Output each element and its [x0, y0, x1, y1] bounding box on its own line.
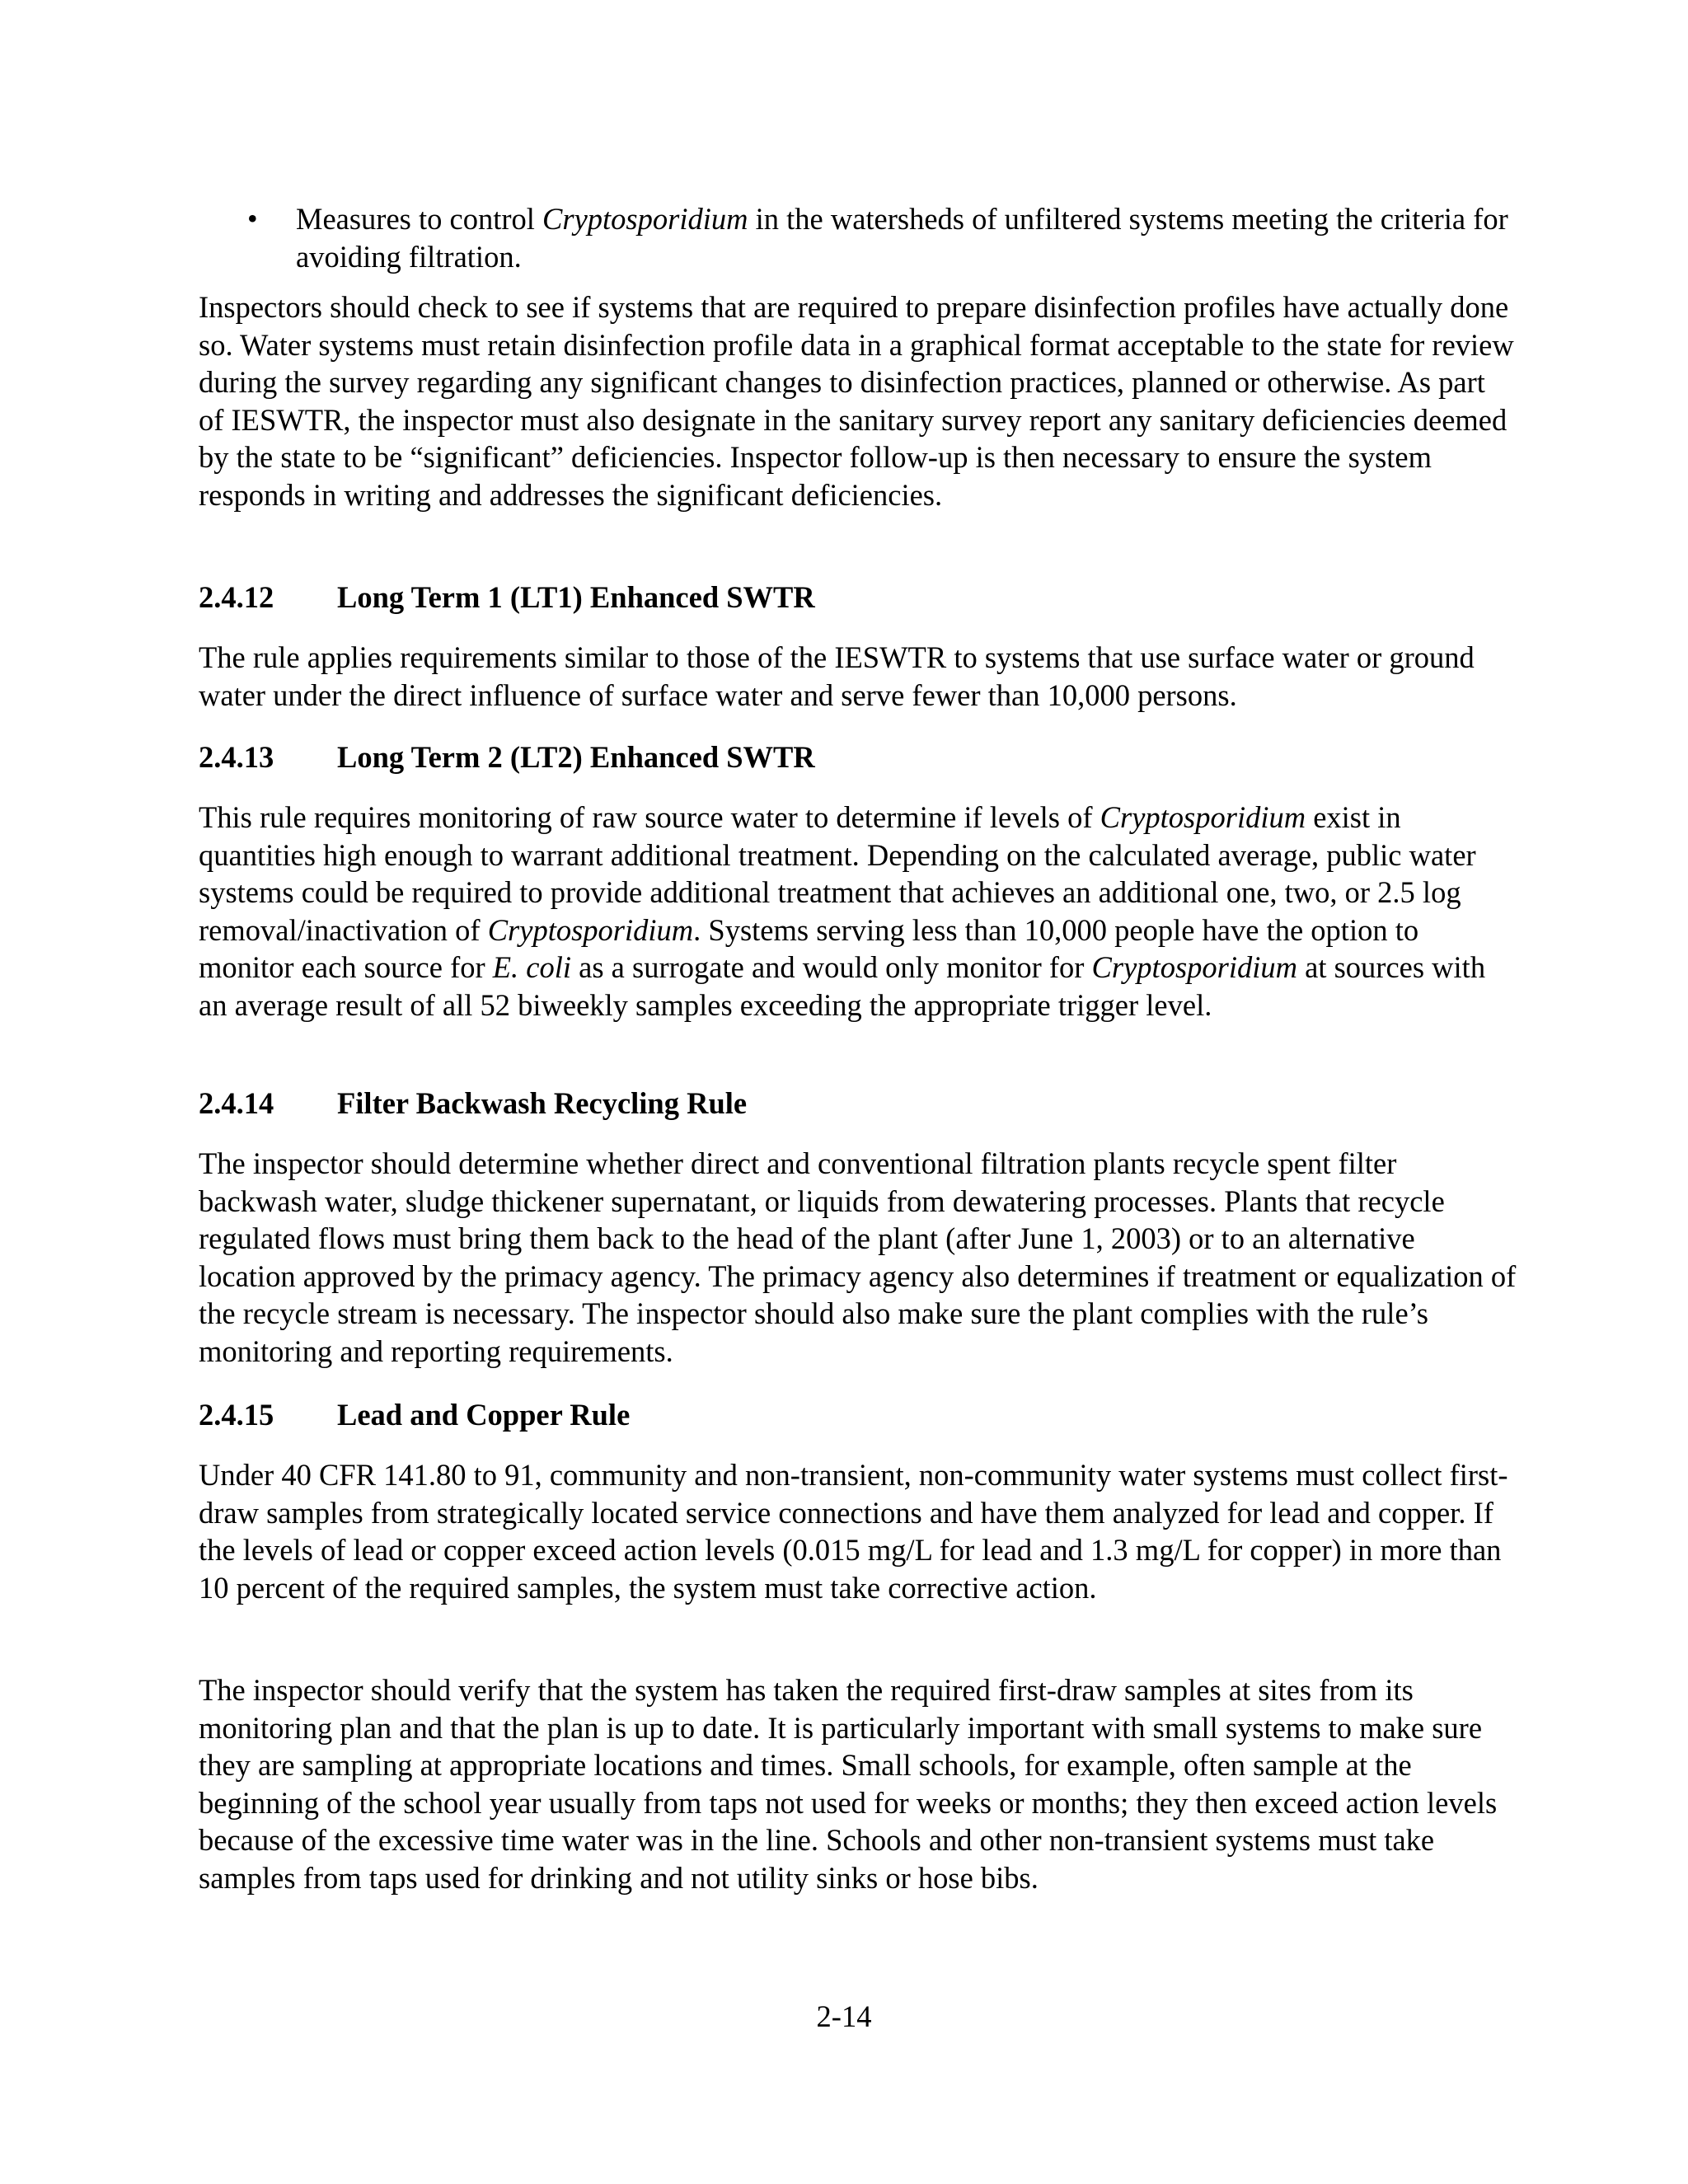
section-heading-2-4-12 — [199, 579, 1517, 616]
paragraph-text: . Systems serving less than 10,000 people have the option to monitor each source for — [199, 912, 1419, 984]
page-number: 2-14 — [816, 1999, 872, 2033]
section-number: 2.4.15 — [199, 1398, 274, 1432]
section-number: 2.4.13 — [199, 740, 274, 774]
paragraph-italic: E. coli — [492, 950, 572, 984]
paragraph-text: exist in quantities high enough to warrant additional treatment. Depending on the calculated average, public water systems could be required to provide additional treatment that achieves an additional one, two, or 2.5 log removal/inactivation of — [199, 800, 1476, 947]
paragraph-italic: Cryptosporidium — [1100, 800, 1306, 834]
paragraph-lt1 — [199, 639, 1517, 714]
bullet-text-2: in the watersheds of unfiltered systems meeting the criteria for avoiding filtration. — [296, 202, 1508, 274]
section-title: Filter Backwash Recycling Rule — [337, 1086, 748, 1120]
paragraph-lead-copper-inspection: The inspector should verify that the system has taken the required first-draw samples at sites from its monitoring plan and that the plan is up to date. It is particularly important with small systems to make sure they are sampling at appropriate locations and times. Small schools, for example, often sample at the beginning of the school year usually from taps not used for weeks or months; they then exceed action levels because of the excessive time water was in the line. Schools and other non-transient systems must take samples from taps used for drinking and not utility sinks or hose bibs. — [199, 1673, 1498, 1895]
paragraph-filter-backwash — [199, 1145, 1517, 1370]
bullet-marker: • — [247, 202, 258, 235]
paragraph-ieswtr-inspection: Inspectors should check to see if systems that are required to prepare disinfection profiles have actually done so. Water systems must retain disinfection profile data in a graphical format acceptable to the state for review during the survey regarding any significant changes to disinfection practices, planned or otherwise. As part of IESWTR, the inspector must also designate in the sanitary survey report any sanitary deficiencies deemed by the state to be “significant” deficiencies. Inspector follow-up is then necessary to ensure the system responds in writing and addresses the significant deficiencies. — [199, 290, 1514, 512]
section-title: Lead and Copper Rule — [337, 1398, 631, 1432]
section-number: 2.4.14 — [199, 1086, 274, 1120]
section-heading-2-4-15 — [199, 1396, 1517, 1434]
paragraph-text: at sources with an average result of all 52 biweekly samples exceeding the appropriate trigger level. — [199, 950, 1486, 1022]
bullet-text-1: Measures to control — [296, 202, 543, 236]
paragraph-lead-copper — [199, 1456, 1517, 1606]
bullet-item — [296, 200, 1516, 275]
section-title: Long Term 1 (LT1) Enhanced SWTR — [337, 580, 815, 614]
paragraph-lt2 — [199, 799, 1517, 1024]
paragraph-text: The inspector should determine whether direct and conventional filtration plants recycle spent filter backwash water, sludge thickener supernatant, or liquids from dewatering processes. Plants that recycle regulated flows must bring them back to the head of the plant (after June 1, 2003) or to an alternative location approved by the primacy agency. The primacy agency also determines if treatment or equalization of the recycle stream is necessary. The inspector should also make sure the plant complies with the rule’s monitoring and reporting requirements. — [199, 1146, 1517, 1368]
section-heading-2-4-14 — [199, 1085, 1517, 1122]
section-heading-2-4-13 — [199, 738, 1517, 776]
paragraph-text: Under 40 CFR 141.80 to 91, community and non-transient, non-community water systems must collect first-draw samples from strategically located service connections and have them analyzed for lead and copper. If the levels of lead or copper exceed action levels (0.015 mg/L for lead and 1.3 mg/L for copper) in more than 10 percent of the required samples, the system must take corrective action. — [199, 1458, 1508, 1605]
section-title: Long Term 2 (LT2) Enhanced SWTR — [337, 740, 815, 774]
bullet-text-italic: Cryptosporidium — [542, 202, 748, 236]
section-number: 2.4.12 — [199, 580, 274, 614]
paragraph-text: The rule applies requirements similar to those of the IESWTR to systems that use surface water or ground water under the direct influence of surface water and serve fewer than 10,000 persons. — [199, 640, 1475, 712]
paragraph-text: This rule requires monitoring of raw source water to determine if levels of — [199, 800, 1100, 834]
paragraph-text: as a surrogate and would only monitor for — [571, 950, 1092, 984]
paragraph-italic: Cryptosporidium — [1091, 950, 1297, 984]
paragraph-italic: Cryptosporidium — [487, 912, 694, 947]
